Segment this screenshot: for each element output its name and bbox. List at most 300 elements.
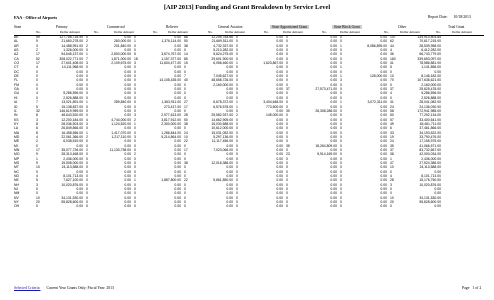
grant-count: 4 [390,91,392,96]
grant-count: 32 [36,108,40,113]
grant-count: 0 [286,139,288,144]
dollar-amount: 0.00 [380,82,387,87]
grant-count: 35 [390,143,394,148]
dollar-amount: 0.00 [330,160,337,165]
dollar-amount: 0.00 [330,174,337,178]
grant-count: 0 [184,69,186,74]
grant-count: 0 [86,126,88,131]
dollar-amount: 0.00 [174,156,181,161]
dollar-amount: 12,016,386.00 [211,160,233,165]
grant-count: 8 [36,113,38,118]
grant-count: 1 [340,65,342,70]
dollar-amount: 0.00 [330,35,337,39]
grant-count: 0 [134,43,136,48]
dollar-amount: 0.00 [174,139,181,144]
dollar-amount: 0.00 [380,178,387,183]
grant-count: 0 [340,126,342,131]
dollar-amount: 0.00 [330,204,337,209]
dollar-amount: 0.00 [276,108,283,113]
grant-count: 0 [134,191,136,196]
dollar-amount: 1,326,000.00 [63,48,83,53]
grant-count: 0 [236,82,238,87]
grant-count: 0 [134,74,136,79]
dollar-amount: 0.00 [330,182,337,187]
grant-count: 0 [286,65,288,70]
grant-count: 0 [286,104,288,109]
grant-count: 3 [36,43,38,48]
dollar-amount: 0.00 [380,78,387,83]
footer-criteria [14,286,114,290]
subheader-amount: Dollar Amount [452,30,472,34]
dollar-amount: 5,286,596.00 [421,91,441,96]
dollar-amount: 0.00 [380,87,387,92]
dollar-amount: 2,160,000.00 [421,82,441,87]
dollar-amount: 0.00 [276,182,283,187]
grant-count: 0 [340,82,342,87]
dollar-amount: 0.00 [124,191,131,196]
grant-count: 0 [236,87,238,92]
grant-count: 0 [86,191,88,196]
dollar-amount: 8,101,713.00 [421,174,441,178]
dollar-amount: 0.00 [276,69,283,74]
dollar-amount: 0.00 [330,78,337,83]
dollar-amount: 0.00 [124,95,131,100]
grant-count: 0 [134,48,136,53]
grant-count: 0 [236,74,238,79]
grant-count: 14 [184,52,188,57]
grant-count: 9 [36,160,38,165]
grant-count: 0 [134,182,136,187]
grant-count: 0 [36,74,38,79]
grant-count: 0 [340,108,342,113]
dollar-amount: 0.00 [174,108,181,113]
grant-count: 0 [236,200,238,205]
dollar-amount: 0.00 [124,91,131,96]
dollar-amount: 0.00 [380,104,387,109]
dollar-amount: 0.00 [330,48,337,53]
dollar-amount: 0.00 [380,182,387,187]
subheader-amount: Dollar Amount [225,30,245,34]
dollar-amount: 0.00 [276,78,283,83]
grant-count: 0 [86,104,88,109]
dollar-amount: 14,105,435.00 [159,78,181,83]
dollar-amount: 0.00 [124,174,131,178]
grant-count: 2 [86,134,88,139]
dollar-amount: 0.00 [276,43,283,48]
dollar-amount: 26,849,866.00 [61,126,83,131]
grant-count: 0 [286,95,288,100]
grant-count: 0 [340,121,342,126]
dollar-amount: 1,217,110.00 [111,134,131,139]
grant-count: 0 [236,182,238,187]
dollar-amount: 0.00 [380,65,387,70]
state-code: DE [14,74,19,79]
grant-count: 0 [134,91,136,96]
state-code: OH [14,204,20,209]
subheader-amount: Dollar Amount [60,30,80,34]
dollar-amount: 27,524,386.00 [419,160,441,165]
dollar-amount: 0.00 [174,74,181,79]
grant-count: 0 [340,113,342,118]
dollar-amount: 0.00 [380,91,387,96]
dollar-amount: 0.00 [226,152,233,157]
grant-count: 0 [134,100,136,105]
grant-count: 17 [36,61,40,66]
grant-count: 0 [36,204,38,209]
state-code: AZ [14,52,19,57]
grant-count: 0 [184,108,186,113]
dollar-amount: 0.00 [330,187,337,192]
grant-count: 1 [134,121,136,126]
dollar-amount: 13,021,891.00 [61,100,83,105]
grant-count: 0 [86,182,88,187]
dollar-amount: 0.00 [124,78,131,83]
state-code: IL [14,108,17,113]
grant-count: 37 [286,87,290,92]
grant-count: 0 [340,56,342,61]
dollar-amount: 5,914,169.00 [317,152,337,157]
dollar-amount: 0.00 [124,48,131,53]
report-date-label: Report Date: [428,15,448,19]
grant-count: 0 [134,156,136,161]
dollar-amount: 37,461,866.00 [419,126,441,131]
dollar-amount: 0.00 [76,204,83,209]
dollar-amount: 0.00 [380,108,387,113]
grant-count: 5 [36,178,38,183]
grant-count: 0 [134,160,136,165]
grant-count: 0 [286,130,288,135]
grant-count: 0 [340,187,342,192]
dollar-amount: 6,576,578.00 [213,104,233,109]
dollar-amount: 0.00 [330,95,337,100]
dollar-amount: 0.00 [226,156,233,161]
dollar-amount: 0.00 [174,65,181,70]
grant-count: 35 [286,143,290,148]
grant-count: 0 [184,143,186,148]
grant-count: 0 [286,174,288,178]
dollar-amount: 773,500.00 [266,104,283,109]
dollar-amount: 0.00 [276,65,283,70]
selected-criteria-label[interactable]: Selected Criteria: [14,286,41,290]
dollar-amount: 0.00 [174,143,181,148]
dollar-amount: 0.00 [330,121,337,126]
grant-count: 38 [184,43,188,48]
dollar-amount: 0.00 [434,169,441,174]
grant-count: 0 [340,174,342,178]
grant-count: 0 [390,187,392,192]
grant-count: 18 [134,56,138,61]
dollar-amount: 0.00 [174,126,181,131]
dollar-amount: 15,508,000.00 [61,160,83,165]
dollar-amount: 0.00 [276,87,283,92]
grant-count: 0 [236,48,238,53]
grant-count: 0 [236,191,238,196]
grant-count: 6 [36,126,38,131]
grant-count: 40 [184,78,188,83]
subheader-amount: Dollar Amount [168,30,188,34]
grant-count: 0 [390,69,392,74]
state-code: NV [14,195,19,200]
grant-count: 0 [236,204,238,209]
dollar-amount: 0.00 [380,152,387,157]
dollar-amount: 15,031,052.00 [211,130,233,135]
dollar-amount: 8,146,182.00 [421,74,441,79]
dollar-amount: 15,138,837.00 [61,104,83,109]
dollar-amount: 0.00 [380,117,387,122]
grant-count: 0 [36,82,38,87]
header-state-apportioned-grant: State Apportioned Grant [272,25,308,29]
dollar-amount: 0.00 [380,61,387,66]
state-code: GU [14,91,20,96]
grant-count: 0 [134,187,136,192]
grant-count: 0 [236,134,238,139]
dollar-amount: 0.00 [226,200,233,205]
grant-count: 0 [340,139,342,144]
dollar-amount: 0.00 [226,174,233,178]
dollar-amount: 0.00 [380,139,387,144]
dollar-amount: 0.00 [276,56,283,61]
grant-count: 3 [134,113,136,118]
dollar-amount: 0.00 [330,91,337,96]
state-code: MI [14,143,18,148]
state-code: MS [14,160,20,165]
dollar-amount: 0.00 [124,169,131,174]
grant-count: 49 [390,121,394,126]
dollar-amount: 0.00 [380,156,387,161]
grant-count: 0 [86,160,88,165]
grant-count: 1 [36,156,38,161]
dollar-amount: 0.00 [330,117,337,122]
dollar-amount: 0.00 [124,187,131,192]
grant-count: 3 [86,61,88,66]
dollar-amount: 41,066,571.00 [419,143,441,148]
dollar-amount: 0.00 [380,121,387,126]
dollar-amount: 7,627,100.00 [63,178,83,183]
grant-count: 57 [390,117,394,122]
dollar-amount: 55,828,600.00 [61,200,83,205]
grant-count: 10 [36,165,40,170]
agency-name: FAA - Office of Airports [14,15,58,20]
dollar-amount: 0.00 [380,35,387,39]
dollar-amount: 1,623,867.00 [263,61,283,66]
grant-count: 0 [236,95,238,100]
grant-count: 7 [36,100,38,105]
dollar-amount: 0.00 [226,169,233,174]
dollar-amount: 0.00 [330,104,337,109]
grant-count: 3 [36,182,38,187]
grant-count: 5 [36,104,38,109]
dollar-amount: 0.00 [380,134,387,139]
grant-count: 0 [134,195,136,200]
dollar-amount: 10,612,000.00 [211,126,233,131]
state-code: KS [14,117,19,122]
grant-count: 0 [86,48,88,53]
grant-count: 50 [184,117,188,122]
grant-count: 23 [286,152,290,157]
dollar-amount: 0.00 [124,182,131,187]
criteria-text: Current Year Grants Only; Fiscal Year: 2013 [46,286,114,290]
grant-count: 0 [36,143,38,148]
grant-count: 0 [340,117,342,122]
grant-count: 10 [184,134,188,139]
subheader-no: No. [322,30,327,34]
dollar-amount: 0.00 [276,174,283,178]
dollar-amount: 1,141,856.00 [421,65,441,70]
dollar-amount: 0.00 [226,195,233,200]
dollar-amount: 1,286,844.00 [161,130,181,135]
dollar-amount: 0.00 [174,43,181,48]
grant-count: 0 [184,182,186,187]
dollar-amount: 0.00 [276,191,283,196]
dollar-amount: 0.00 [124,152,131,157]
grant-count: 0 [134,95,136,100]
dollar-amount: 0.00 [380,187,387,192]
dollar-amount: 0.00 [124,126,131,131]
dollar-amount: 33,790,476.00 [419,134,441,139]
dollar-amount: 289,840.00 [114,100,131,105]
dollar-amount: 0.00 [276,121,283,126]
grant-count: 0 [390,191,392,196]
grant-count: 6 [390,126,392,131]
dollar-amount: 0.00 [330,100,337,105]
dollar-amount: 0.00 [76,169,83,174]
dollar-amount: 2,526,888.00 [421,95,441,100]
report-date [428,15,471,19]
dollar-amount: 0.00 [380,126,387,131]
dollar-amount: 0.00 [124,156,131,161]
state-code: MT [14,165,19,170]
grant-count: 0 [236,152,238,157]
dollar-amount: 4,744,000.00 [111,117,131,122]
grant-count: 1 [86,100,88,105]
dollar-amount: 25,582,937.00 [211,113,233,118]
dollar-amount: 0.00 [174,91,181,96]
grant-count: 147 [390,35,396,39]
grant-count: 0 [86,204,88,209]
dollar-amount: 0.00 [124,65,131,70]
grant-count: 1 [134,39,136,44]
state-code: ME [14,139,20,144]
page-label: Page [462,286,470,290]
grant-count: 0 [340,200,342,205]
dollar-amount: 0.00 [276,169,283,174]
dollar-amount: 0.00 [276,160,283,165]
dollar-amount: 0.00 [226,65,233,70]
dollar-amount: 0.00 [330,178,337,183]
grant-count: 0 [86,78,88,83]
grant-count: 0 [236,139,238,144]
dollar-amount: 0.00 [174,35,181,39]
dollar-amount: 0.00 [380,52,387,57]
grant-count: 0 [236,147,238,152]
grant-count: 0 [134,78,136,83]
dollar-amount: 0.00 [124,74,131,79]
grant-count: 0 [340,204,342,209]
dollar-amount: 2,526,888.00 [63,95,83,100]
grant-count: 2 [86,43,88,48]
dollar-amount: 0.00 [330,130,337,135]
grant-count: 3 [390,182,392,187]
grant-count: 1 [340,74,342,79]
grant-count: 0 [286,178,288,183]
grant-count: 0 [236,121,238,126]
grant-count: 0 [236,130,238,135]
grant-count: 0 [286,43,288,48]
grant-count: 0 [286,182,288,187]
dollar-amount: 77,292,134.00 [419,113,441,118]
grant-count: 0 [134,108,136,113]
header-primary: Primary [56,25,68,29]
dollar-amount: 6,412,282.00 [421,48,441,53]
subheader-amount: Dollar Amount [340,30,360,34]
grant-count: 0 [86,178,88,183]
subheader-no: No. [208,30,213,34]
grant-count: 0 [236,108,238,113]
grant-count: 0 [86,169,88,174]
grant-count: 0 [286,82,288,87]
dollar-amount: 34,131,530.00 [61,195,83,200]
grant-count: 0 [36,191,38,196]
grant-count: 0 [340,69,342,74]
grant-count: 0 [86,195,88,200]
grant-count: 0 [86,165,88,170]
state-code: IN [14,113,18,118]
dollar-amount: 3,404,648.00 [263,100,283,105]
grant-count: 0 [86,156,88,161]
dollar-amount: 0.00 [380,195,387,200]
grant-count: 4 [36,91,38,96]
dollar-amount: 0.00 [276,187,283,192]
grant-count: 88 [184,35,188,39]
dollar-amount: 5,214,864.00 [161,134,181,139]
dollar-amount: 0.00 [380,169,387,174]
dollar-amount: 145,000.00 [266,113,283,118]
grant-count: 0 [134,143,136,148]
dollar-amount: 0.00 [276,130,283,135]
dollar-amount: 45,461,711.00 [419,121,441,126]
grant-count: 20 [36,200,40,205]
dollar-amount: 0.00 [124,143,131,148]
grant-count: 0 [236,178,238,183]
state-code: ND [14,174,19,178]
report-title: [AIP 2013] Funding and Grant Breakdown by Service Level [163,4,331,11]
grant-count: 0 [286,156,288,161]
grant-count: 3 [86,121,88,126]
grant-count: 0 [134,87,136,92]
dollar-amount: 0.00 [380,147,387,152]
grant-count: 0 [86,95,88,100]
dollar-amount: 21,660,278.00 [61,39,83,44]
dollar-amount: 0.00 [174,187,181,192]
header-reliever: Reliever [166,25,179,29]
grant-count: 0 [134,147,136,152]
dollar-amount: 2,977,613.00 [161,113,181,118]
table-row [14,100,444,104]
grant-count: 0 [134,126,136,131]
grant-count: 2 [36,139,38,144]
dollar-amount: 24,136,030.00 [419,104,441,109]
dollar-amount: 6,678,372.00 [213,100,233,105]
dollar-amount: 0.00 [76,74,83,79]
dollar-amount: 5,286,596.00 [63,91,83,96]
state-code: NM [14,191,20,196]
state-code: IA [14,100,18,105]
grant-count: 0 [86,82,88,87]
grant-count: 1 [134,178,136,183]
state-code: MP [14,156,20,161]
dollar-amount: 0.00 [330,139,337,144]
grant-count: 0 [86,108,88,113]
